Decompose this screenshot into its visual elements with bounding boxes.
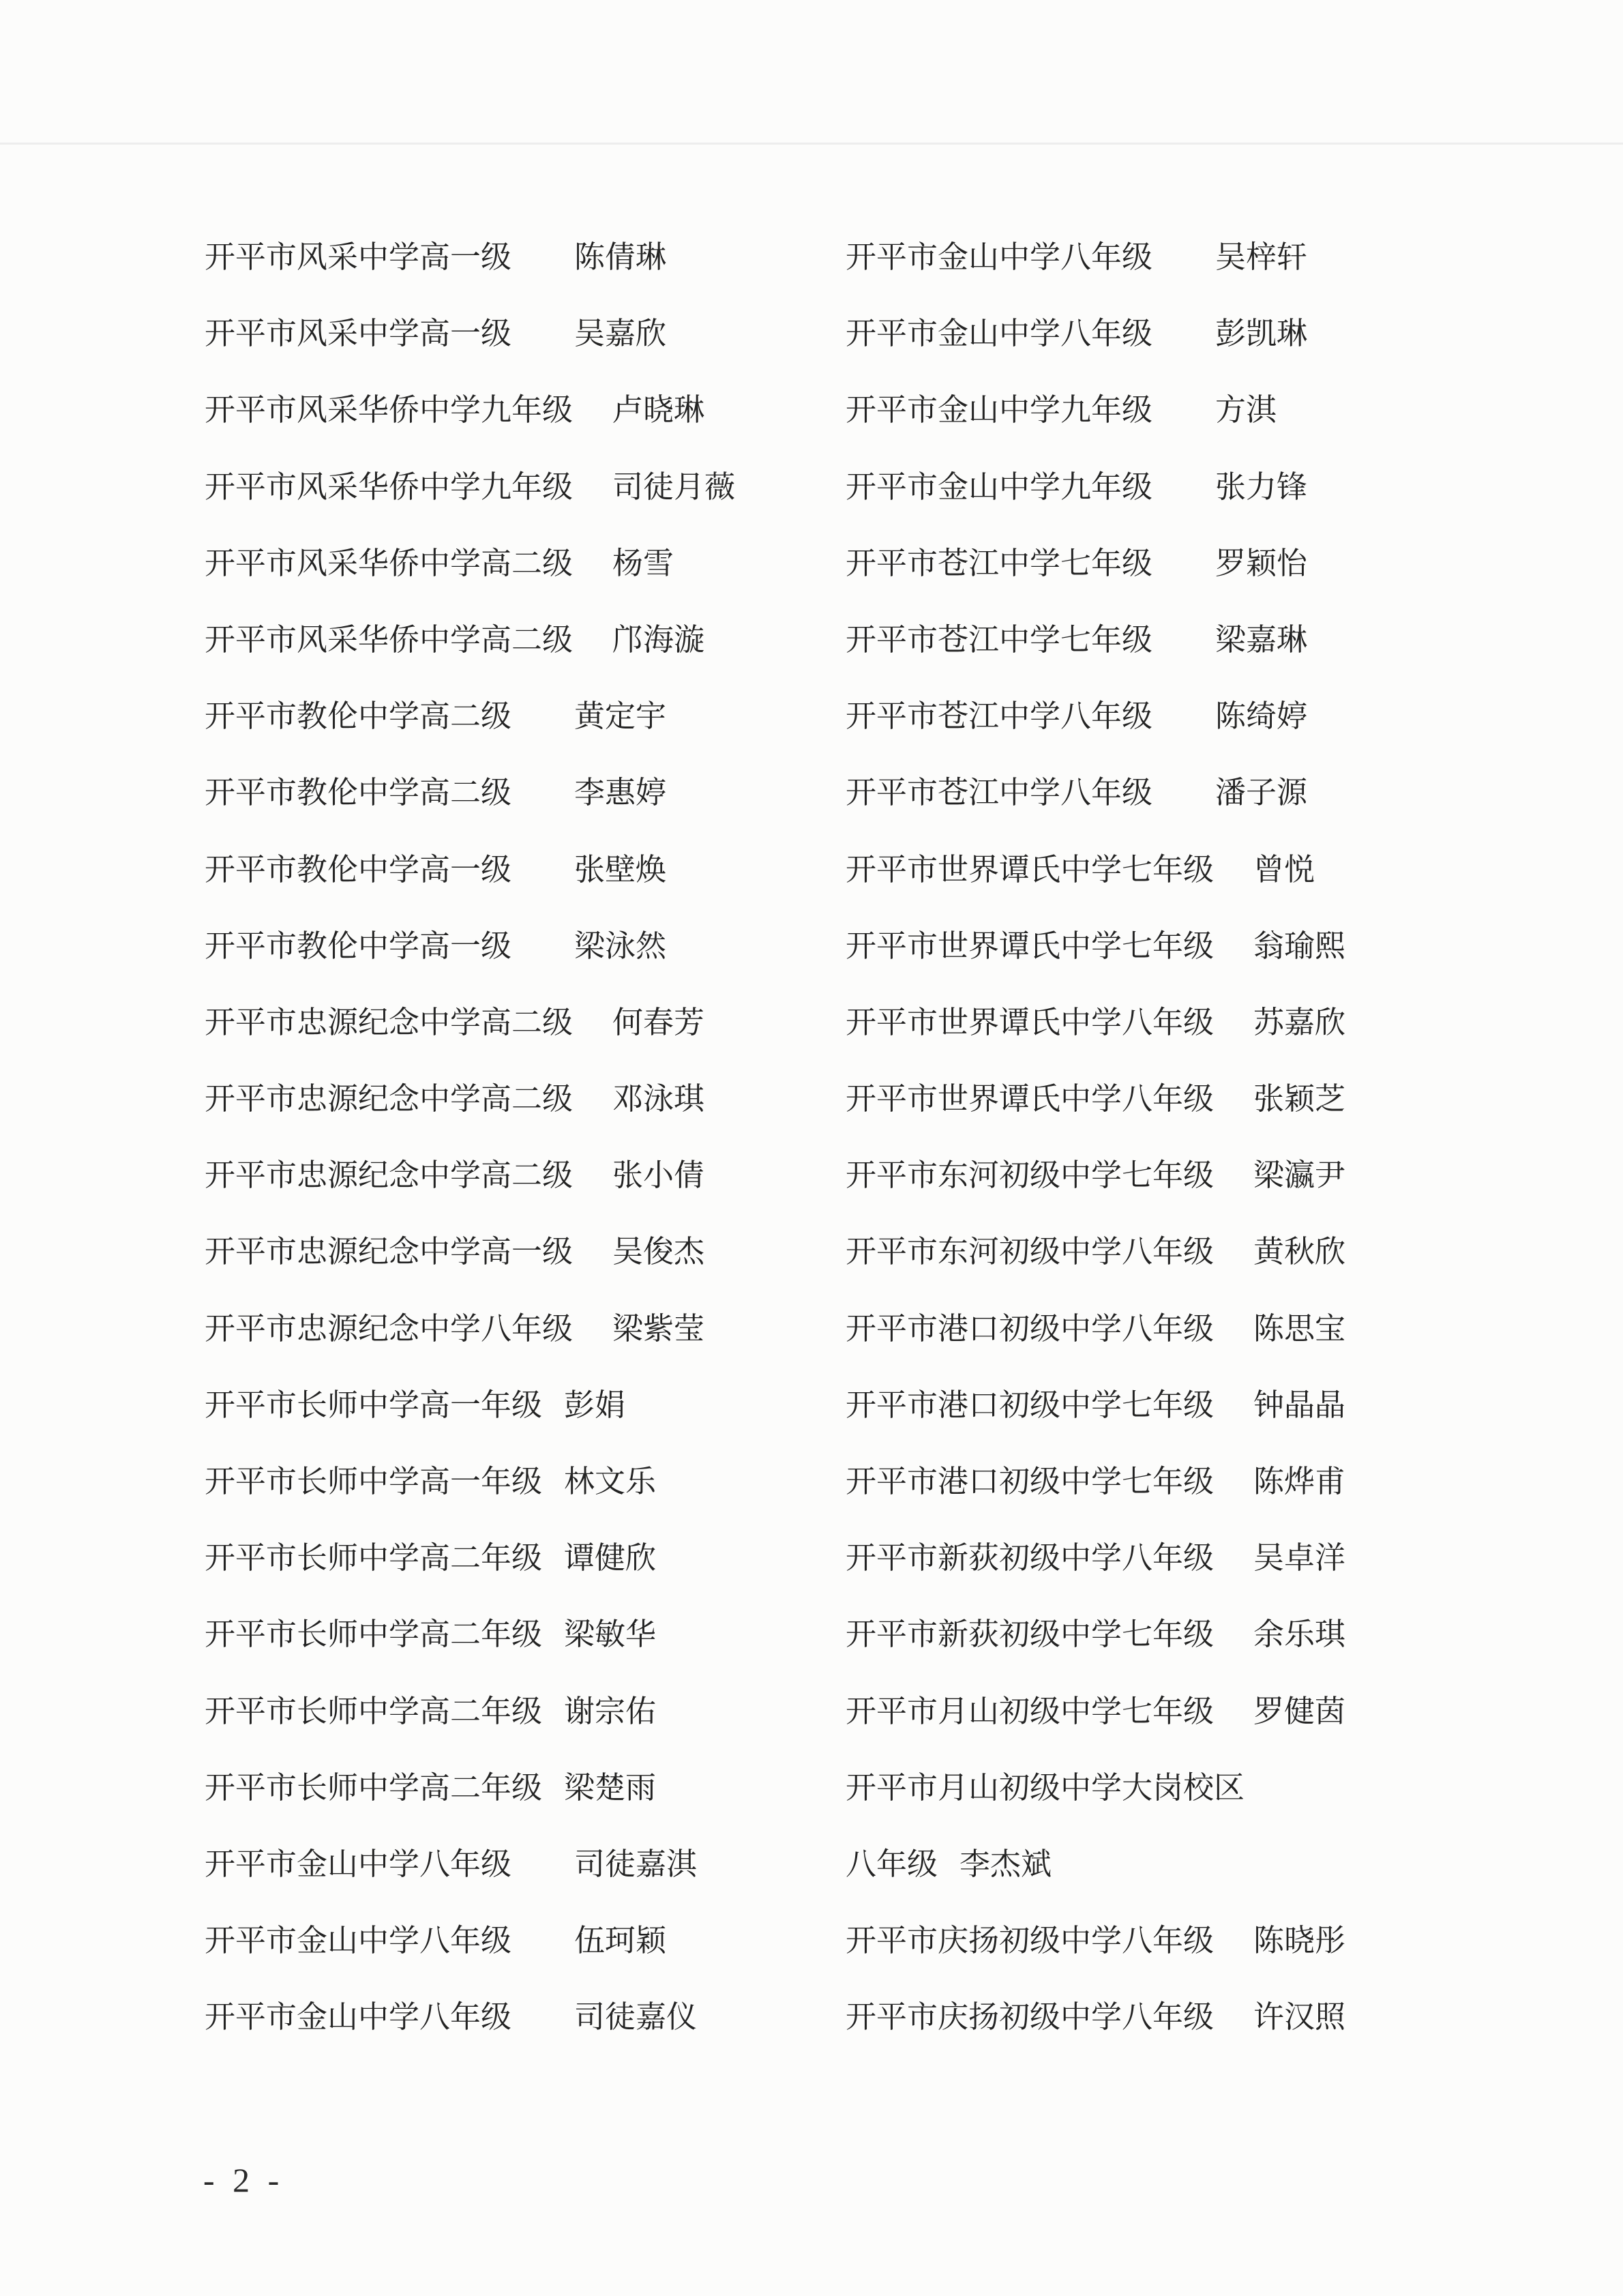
list-item [205,776,735,852]
list-item [205,1465,735,1541]
student-name: 伍珂颖 [574,1924,667,1958]
list-item [205,1847,735,1924]
school-grade-label: 开平市忠源纪念中学八年级 [205,1311,574,1346]
school-grade-label: 开平市新荻初级中学八年级 [846,1541,1215,1576]
student-name: 吴卓洋 [1253,1541,1346,1576]
school-grade-label: 开平市忠源纪念中学高二级 [205,1005,574,1040]
school-grade-label: 开平市风采华侨中学九年级 [205,393,574,428]
list-item [205,1694,735,1771]
student-name: 谢宗佑 [564,1694,657,1728]
school-grade-label: 开平市东河初级中学七年级 [846,1158,1215,1193]
school-grade-label: 开平市教伦中学高一级 [205,928,512,963]
list-item [205,699,735,776]
student-name: 潘子源 [1215,776,1308,810]
student-name: 梁紫莹 [612,1311,705,1346]
school-grade-label: 开平市教伦中学高二级 [205,776,512,810]
school-grade-label: 开平市世界谭氏中学七年级 [846,928,1215,963]
school-grade-label: 开平市苍江中学七年级 [846,546,1153,580]
roster-left-column [205,240,735,2077]
school-grade-label: 开平市港口初级中学七年级 [846,1387,1215,1422]
school-grade-label: 开平市金山中学八年级 [205,2000,512,2035]
student-name: 司徒嘉仪 [574,2000,698,2035]
student-name: 何春芳 [612,1005,705,1040]
student-name: 陈倩琳 [574,240,667,274]
list-item [205,1924,735,2000]
school-grade-label: 开平市忠源纪念中学高二级 [205,1082,574,1117]
student-name: 罗颖怡 [1215,546,1308,580]
student-name: 苏嘉欣 [1253,1005,1346,1040]
student-name: 梁敏华 [564,1617,657,1652]
school-grade-label: 开平市庆扬初级中学八年级 [846,1924,1215,1958]
list-item [846,1541,1345,1617]
school-grade-label: 开平市月山初级中学大岗校区 [846,1770,1245,1805]
list-item [846,1312,1345,1388]
list-item [846,929,1345,1005]
school-grade-label: 开平市长师中学高二年级 [205,1694,543,1728]
list-item [846,1847,1345,1924]
student-name: 彭凯琳 [1215,317,1308,351]
school-grade-label: 开平市风采华侨中学九年级 [205,469,574,504]
student-name: 李惠婷 [574,776,667,810]
list-item [205,317,735,393]
school-grade-label: 开平市风采华侨中学高二级 [205,622,574,657]
school-grade-label: 开平市苍江中学八年级 [846,699,1153,734]
student-name: 卢晓琳 [612,393,705,428]
list-item [846,240,1345,317]
list-item [205,470,735,546]
school-grade-label: 开平市金山中学八年级 [846,317,1153,351]
student-name: 翁瑜熙 [1253,928,1346,963]
student-name: 陈绮婷 [1215,699,1308,734]
student-name: 曾悦 [1253,852,1315,887]
student-name: 李杰斌 [959,1846,1052,1881]
list-item [846,1617,1345,1694]
student-name: 司徒月薇 [612,469,736,504]
list-item [205,1388,735,1465]
list-item [846,699,1345,776]
list-item [846,393,1345,469]
school-grade-label: 开平市教伦中学高一级 [205,852,512,887]
school-grade-label: 开平市风采华侨中学高二级 [205,546,574,580]
school-grade-label: 开平市忠源纪念中学高二级 [205,1158,574,1193]
list-item [846,546,1345,623]
school-grade-label: 开平市庆扬初级中学八年级 [846,2000,1215,2035]
school-grade-label: 开平市世界谭氏中学八年级 [846,1082,1215,1117]
student-name: 彭娟 [564,1387,626,1422]
list-item [846,1082,1345,1158]
list-item [205,1158,735,1235]
school-grade-label: 开平市苍江中学八年级 [846,776,1153,810]
list-item [205,929,735,1005]
school-grade-label: 开平市港口初级中学七年级 [846,1465,1215,1499]
list-item [205,393,735,469]
student-name: 张力锋 [1215,469,1308,504]
list-item [846,1158,1345,1235]
list-item [205,623,735,699]
school-grade-label: 开平市世界谭氏中学七年级 [846,852,1215,887]
school-grade-label: 开平市金山中学八年级 [846,240,1153,274]
school-grade-label: 开平市风采中学高一级 [205,317,512,351]
school-grade-label: 开平市风采中学高一级 [205,240,512,274]
school-grade-label: 开平市苍江中学七年级 [846,622,1153,657]
list-item [846,2000,1345,2076]
school-grade-label: 开平市长师中学高一年级 [205,1387,543,1422]
student-name: 黄定宇 [574,699,667,734]
school-grade-label: 开平市长师中学高二年级 [205,1541,543,1576]
student-name: 吴俊杰 [612,1235,705,1269]
student-name: 余乐琪 [1253,1617,1346,1652]
list-item [846,1005,1345,1082]
student-name: 陈思宝 [1253,1311,1346,1346]
school-grade-label: 开平市金山中学九年级 [846,393,1153,428]
list-item [846,853,1345,929]
school-grade-label: 开平市东河初级中学八年级 [846,1235,1215,1269]
student-name: 陈烨甫 [1253,1465,1346,1499]
student-name: 邝海漩 [612,622,705,657]
student-name: 张颖芝 [1253,1082,1346,1117]
school-grade-label: 开平市金山中学九年级 [846,469,1153,504]
student-name: 杨雪 [612,546,674,580]
school-grade-label: 开平市新荻初级中学七年级 [846,1617,1215,1652]
student-name: 许汉照 [1253,2000,1346,2035]
list-item [205,1005,735,1082]
student-name: 吴嘉欣 [574,317,667,351]
school-grade-label: 开平市忠源纪念中学高一级 [205,1235,574,1269]
list-item [205,1541,735,1617]
student-name: 方淇 [1215,393,1277,428]
roster-right-column [846,240,1345,2077]
school-grade-label: 开平市世界谭氏中学八年级 [846,1005,1215,1040]
list-item [205,240,735,317]
list-item [205,546,735,623]
student-name: 钟晶晶 [1253,1387,1346,1422]
student-name: 罗健茵 [1253,1694,1346,1728]
student-name: 梁楚雨 [564,1770,657,1805]
list-item [205,1312,735,1388]
list-item [205,1082,735,1158]
student-name: 司徒嘉淇 [574,1846,698,1881]
list-item [846,1771,1345,1847]
school-grade-label: 开平市长师中学高二年级 [205,1617,543,1652]
list-item [846,1235,1345,1311]
student-name: 梁瀛尹 [1253,1158,1346,1193]
list-item [846,776,1345,852]
student-name: 林文乐 [564,1465,657,1499]
list-item [846,1388,1345,1465]
student-name: 黄秋欣 [1253,1235,1346,1269]
list-item [846,470,1345,546]
student-name: 梁泳然 [574,928,667,963]
list-item [205,1235,735,1311]
school-grade-label: 开平市月山初级中学七年级 [846,1694,1215,1728]
list-item [846,623,1345,699]
school-grade-label: 开平市金山中学八年级 [205,1846,512,1881]
list-item [846,1465,1345,1541]
school-grade-label: 开平市港口初级中学八年级 [846,1311,1215,1346]
school-grade-label: 八年级 [846,1846,938,1881]
school-grade-label: 开平市长师中学高一年级 [205,1465,543,1499]
list-item [846,1694,1345,1771]
student-name: 张小倩 [612,1158,705,1193]
student-name: 邓泳琪 [612,1082,705,1117]
list-item [205,853,735,929]
student-name: 张壁焕 [574,852,667,887]
scan-line-artifact [0,143,1623,145]
school-grade-label: 开平市教伦中学高二级 [205,699,512,734]
student-name: 陈晓彤 [1253,1924,1346,1958]
student-name: 吴梓轩 [1215,240,1308,274]
student-name: 梁嘉琳 [1215,622,1308,657]
list-item [846,1924,1345,2000]
page-number: - 2 - [203,2161,284,2199]
list-item [205,2000,735,2076]
list-item [846,317,1345,393]
school-grade-label: 开平市金山中学八年级 [205,1924,512,1958]
school-grade-label: 开平市长师中学高二年级 [205,1770,543,1805]
student-name: 谭健欣 [564,1541,657,1576]
list-item [205,1617,735,1694]
list-item [205,1771,735,1847]
